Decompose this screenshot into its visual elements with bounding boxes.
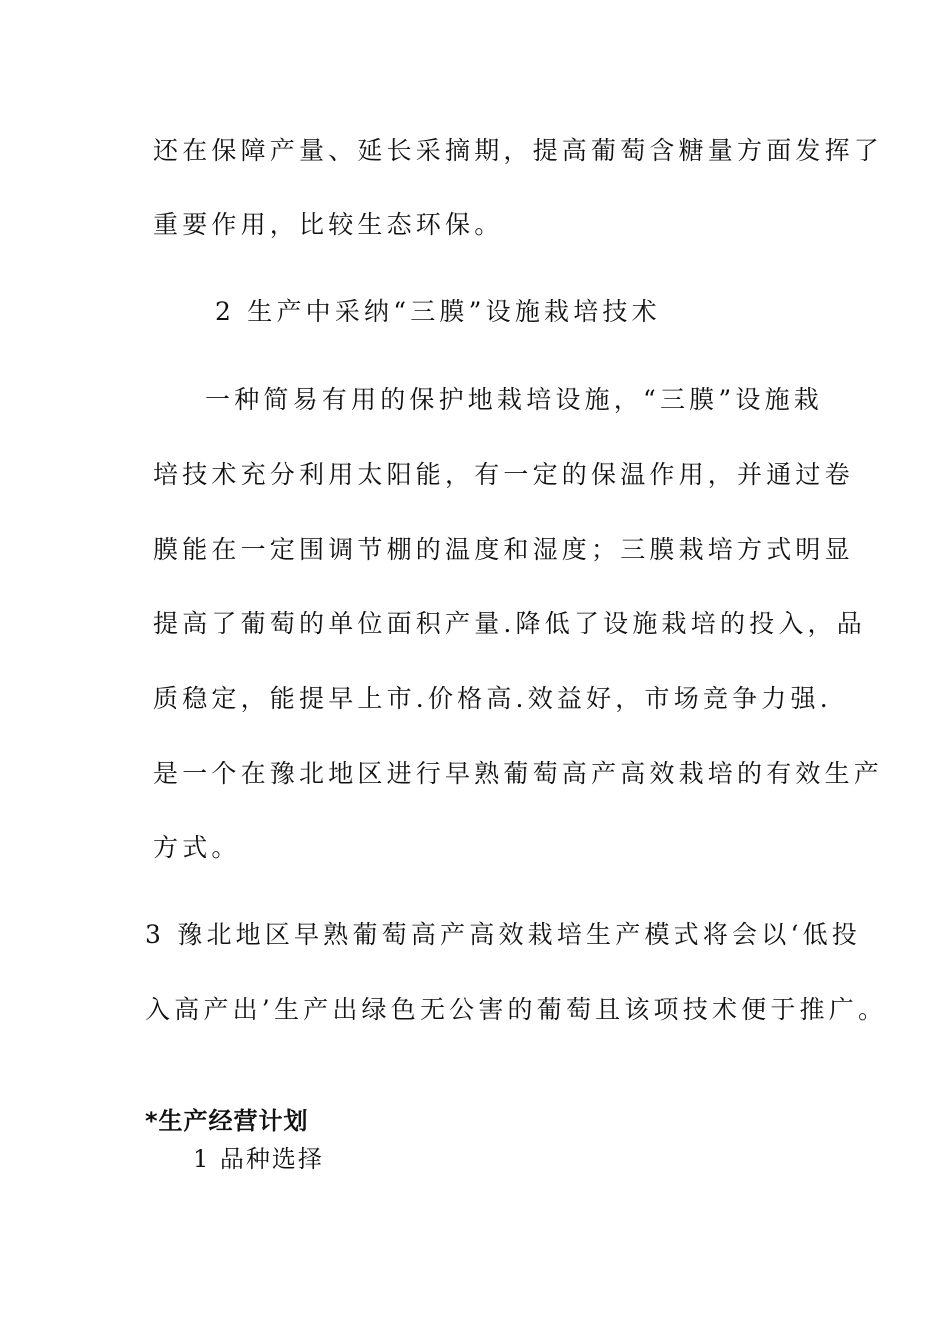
paragraph-1-line-1: 还在保障产量、延长采摘期，提高葡萄含糖量方面发挥了 bbox=[153, 136, 884, 165]
paragraph-4-line-1: 3 豫北地区早熟葡萄高产高效栽培生产模式将会以‘低投 bbox=[145, 920, 862, 949]
section-subheading: 1 品种选择 bbox=[193, 1145, 324, 1173]
paragraph-3-line-4: 提高了葡萄的单位面积产量.降低了设施栽培的投入，品 bbox=[153, 609, 866, 638]
paragraph-3-line-2: 培技术充分利用太阳能，有一定的保温作用，并通过卷 bbox=[153, 460, 854, 489]
paragraph-3-line-1: 一种简易有用的保护地栽培设施，“三膜”设施栽 bbox=[205, 385, 823, 414]
paragraph-1-line-2: 重要作用，比较生态环保。 bbox=[153, 210, 504, 239]
paragraph-3-line-3: 膜能在一定围调节棚的温度和湿度；三膜栽培方式明显 bbox=[153, 535, 854, 564]
paragraph-3-line-5: 质稳定，能提早上市.价格高.效益好，市场竞争力强. bbox=[153, 684, 832, 713]
paragraph-3-line-6: 是一个在豫北地区进行早熟葡萄高产高效栽培的有效生产 bbox=[153, 759, 884, 788]
section-heading: *生产经营计划 bbox=[145, 1107, 309, 1135]
paragraph-3-line-7: 方式。 bbox=[153, 833, 241, 862]
paragraph-4-line-2: 入高产出’生产出绿色无公害的葡萄且该项技术便于推广。 bbox=[145, 995, 888, 1024]
section-2-title: 2 生产中采纳“三膜”设施栽培技术 bbox=[215, 297, 661, 326]
